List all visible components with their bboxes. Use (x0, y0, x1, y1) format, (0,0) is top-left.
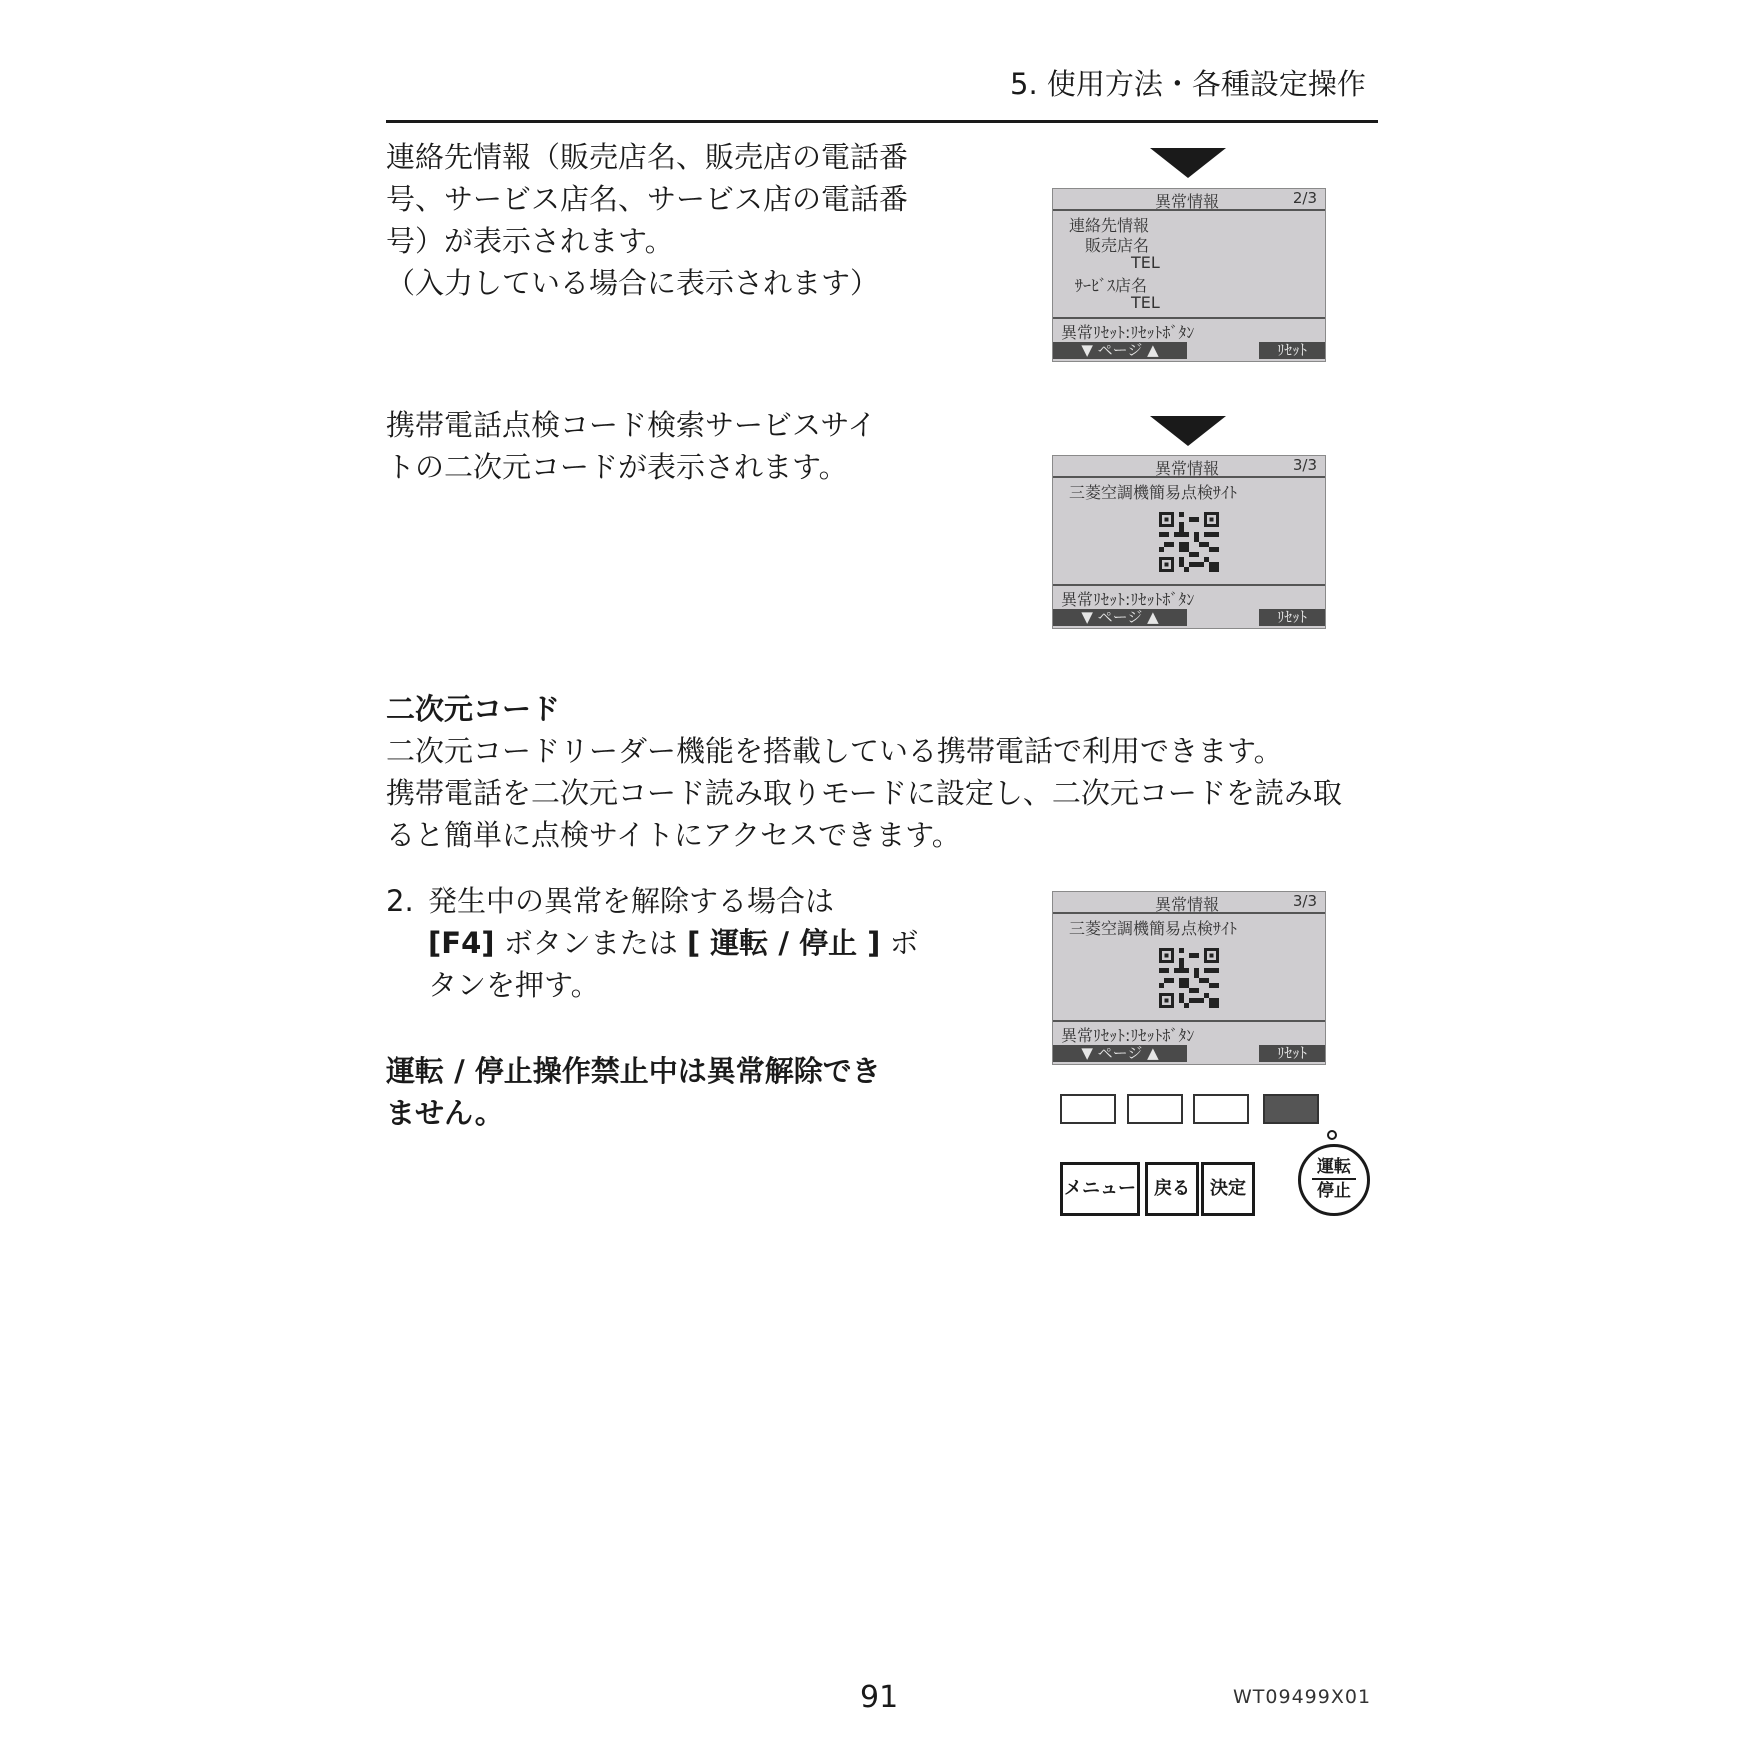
qr-code-icon (1159, 948, 1219, 1008)
f2-key[interactable] (1127, 1094, 1183, 1124)
step-line-2-tail: ボ (880, 926, 919, 960)
prohibition-note: 運転 / 停止操作禁止中は異常解除でき ません。 (386, 1054, 881, 1130)
lcd-title: 異常情報 (1155, 459, 1220, 478)
lcd-service-tel: TEL (1131, 293, 1160, 312)
run-stop-key-label: [ 運転 / 停止 ] (686, 926, 881, 960)
lcd-screen-contact (1052, 188, 1326, 362)
lcd-dealer-name: 販売店名 (1085, 236, 1150, 255)
f4-key-label: [F4] (428, 926, 495, 960)
step-line-3: タンを押す。 (428, 968, 600, 1002)
step-line-1: 発生中の異常を解除する場合は (428, 884, 835, 918)
lcd-divider (1053, 1020, 1325, 1022)
down-arrow-icon (1150, 416, 1226, 446)
qr-code-icon (1159, 512, 1219, 572)
step-line-2 (428, 922, 919, 964)
lcd-title-bar (1053, 189, 1325, 211)
lcd-divider (1053, 317, 1325, 319)
lcd-page-indicator: 3/3 (1292, 456, 1317, 474)
lcd-dealer-tel: TEL (1131, 253, 1160, 272)
lcd-contact-heading: 連絡先情報 (1069, 216, 1150, 235)
page-number: 91 (860, 1680, 899, 1715)
lcd-screen-qr (1052, 455, 1326, 629)
lcd-page-button: ▼ ページ ▲ (1053, 342, 1187, 359)
lcd-reset-hint: 異常ﾘｾｯﾄ:ﾘｾｯﾄﾎﾞﾀﾝ (1061, 323, 1195, 342)
lcd-title-bar (1053, 456, 1325, 478)
run-stop-button[interactable] (1298, 1144, 1370, 1216)
lcd-divider (1053, 584, 1325, 586)
step-number: 2. (386, 884, 414, 918)
lcd-title: 異常情報 (1155, 192, 1220, 211)
contact-info-description: 連絡先情報（販売店名、販売店の電話番 号、サービス店名、サービス店の電話番 号）が表示されます。 （入力している場合に表示されます） (386, 140, 909, 300)
lcd-title-bar (1053, 892, 1325, 914)
lcd-screen-qr-step2 (1052, 891, 1326, 1065)
down-arrow-icon (1150, 148, 1226, 178)
lcd-reset-button: ﾘｾｯﾄ (1259, 609, 1325, 626)
lcd-title: 異常情報 (1155, 895, 1220, 914)
section-title: 5. 使用方法・各種設定操作 (1010, 67, 1366, 101)
f3-key[interactable] (1193, 1094, 1249, 1124)
menu-button[interactable]: メニュー (1060, 1162, 1140, 1216)
step-line-2-mid: ボタンまたは (494, 926, 687, 960)
lcd-page-indicator: 2/3 (1292, 189, 1317, 207)
document-code: WT09499X01 (1233, 1686, 1372, 1708)
power-led-icon (1327, 1130, 1337, 1140)
lcd-page-button: ▼ ページ ▲ (1053, 609, 1187, 626)
qr-description: 携帯電話点検コード検索サービスサイ トの二次元コードが表示されます。 (386, 408, 877, 484)
qr-heading: 二次元コード (386, 692, 561, 726)
lcd-reset-hint: 異常ﾘｾｯﾄ:ﾘｾｯﾄﾎﾞﾀﾝ (1061, 590, 1195, 609)
lcd-site-name: 三菱空調機簡易点検ｻｲﾄ (1069, 919, 1238, 938)
run-stop-divider (1312, 1178, 1356, 1180)
lcd-reset-button: ﾘｾｯﾄ (1259, 1045, 1325, 1062)
back-button[interactable]: 戻る (1145, 1162, 1199, 1216)
run-stop-bottom-label: 停止 (1317, 1181, 1351, 1201)
lcd-site-name: 三菱空調機簡易点検ｻｲﾄ (1069, 483, 1238, 502)
lcd-service-name: ｻｰﾋﾞｽ店名 (1075, 276, 1148, 295)
f1-key[interactable] (1060, 1094, 1116, 1124)
enter-button[interactable]: 決定 (1201, 1162, 1255, 1216)
run-stop-top-label: 運転 (1317, 1157, 1351, 1177)
lcd-page-indicator: 3/3 (1292, 892, 1317, 910)
lcd-reset-button: ﾘｾｯﾄ (1259, 342, 1325, 359)
lcd-reset-hint: 異常ﾘｾｯﾄ:ﾘｾｯﾄﾎﾞﾀﾝ (1061, 1026, 1195, 1045)
lcd-page-button: ▼ ページ ▲ (1053, 1045, 1187, 1062)
f4-key[interactable] (1263, 1094, 1319, 1124)
qr-body: 二次元コードリーダー機能を搭載している携帯電話で利用できます。 携帯電話を二次元コード読み取りモードに設定し、二次元コードを読み取 ると簡単に点検サイトにアクセスできます。 (386, 734, 1342, 852)
header-divider (386, 120, 1378, 123)
